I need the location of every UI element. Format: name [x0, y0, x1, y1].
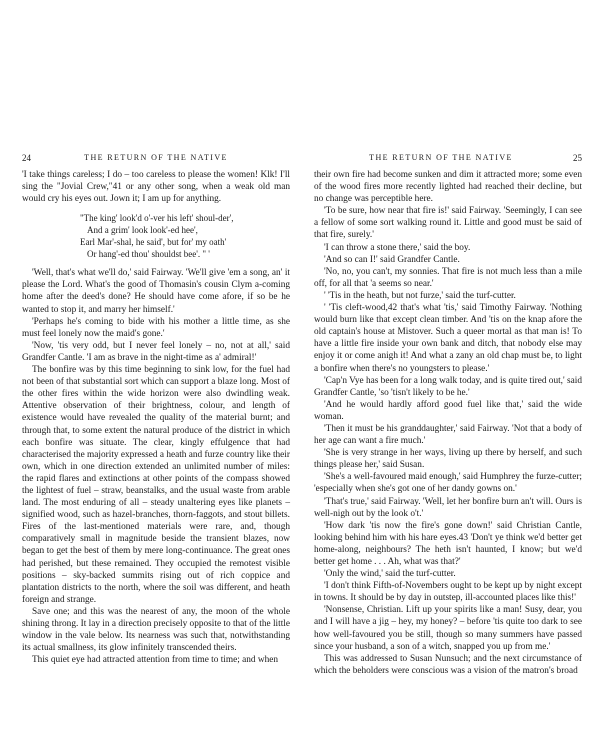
- running-head: [22, 153, 290, 166]
- paragraph: 'How dark 'tis now the fire's gone down!' said Christian Cantle, looking behind him with his hare eyes.43 'Don't ye think we'd better get home-along, neighbours? The heth isn't haunted, I know; but we'd better get home . . . Ah, what was that?': [314, 520, 582, 567]
- paragraph: 'I can throw a stone there,' said the boy.: [324, 242, 471, 253]
- verse-line: Earl Mar'-shal, he said', but for' my oath': [80, 237, 227, 248]
- right-page-text: [314, 169, 582, 677]
- paragraph: 'No, no, you can't, my sonnies. That fire is not much less than a mile off, for all that 'a seems so near.': [314, 266, 582, 289]
- paragraph: This was addressed to Susan Nunsuch; and the next circumstance of which the beholders were conscious was a vision of the matron's broad: [314, 653, 582, 676]
- running-head: [314, 153, 582, 166]
- paragraph: their own fire had become sunken and dim it attracted more; some even of the wood fires more recently lighted had reached their decline, but no change was perceptible here.: [314, 170, 582, 205]
- left-page: [22, 153, 290, 666]
- paragraph: The bonfire was by this time beginning to sink low, for the fuel had not been of that substantial sort which can support a blaze long. Most of the other fires within the wide horizon were also dwindling weak. Attentive observation of their brightness, colour, and length of existence would have revealed the quality of the material burnt; and through that, to some extent the natural produce of the district in which each bonfire was situate. The clear, kingly effulgence that had characterised the majority expressed a heath and furze country like their own, which in one direction extended an unlimited number of miles: the rapid flares and extinctions at other points of the compass showed the lightest of fuel – straw, beanstalks, and the usual waste from arable land. The most enduring of all – steady unaltering eyes like planets – signified wood, such as hazel-branches, thorn-faggots, and stout billets. Fires of the last-mentioned materials were rare, and, though comparatively small in magnitude beside the transient blazes, now began to get the best of them by mere long-continuance. The great ones had perished, but these remained. They occupied the remotest visible positions – sky-backed summits rising out of rich coppice and plantation districts to the north, where the soil was different, and heath foreign and strange.: [22, 365, 291, 605]
- paragraph: 'Now, 'tis very odd, but I never feel lonely – no, not at all,' said Grandfer Cantle. 'I am as brave in the night-time as a' admiral!': [22, 340, 290, 363]
- page-number: 25: [573, 153, 582, 163]
- verse-line: And a grim' look look'-ed hee',: [87, 225, 198, 236]
- paragraph: 'Perhaps he's coming to bide with his mother a little time, as she must feel lonely now the maid's gone.': [22, 316, 290, 339]
- paragraph: 'Well, that's what we'll do,' said Fairway. 'We'll give 'em a song, an' it please the Lord. What's the good of Thomasin's cousin Clym a-coming home after the deed's done? He should have come afore, if so be he wanted to stop it, and marry her himself.': [22, 268, 290, 315]
- paragraph: 'To be sure, how near that fire is!' said Fairway. 'Seemingly, I can see a fellow of some sort walking round it. Little and good must be said of that fire, surely.': [314, 206, 582, 241]
- left-page-text: [22, 169, 290, 666]
- right-page: [314, 153, 582, 677]
- paragraph: This quiet eye had attracted attention from time to time; and when: [32, 655, 279, 666]
- paragraph: ' 'Tis in the heath, but not furze,' said the turf-cutter.: [324, 290, 516, 301]
- paragraph: 'Nonsense, Christian. Lift up your spirits like a man! Susy, dear, you and I will have a jig – hey, my honey? – before 'tis quite too dark to see how well-favoured you be still, though so many summers have passed since your husband, a son of a witch, snapped you up from me.': [314, 605, 582, 652]
- paragraph: 'She is very strange in her ways, living up there by herself, and such things please her,' said Susan.: [314, 448, 582, 471]
- verse-line: Or hang'-ed thou' shouldst bee'. " ': [87, 249, 210, 260]
- paragraph: 'Then it must be his granddaughter,' said Fairway. 'Not that a body of her age can want a fire much.': [314, 423, 582, 447]
- paragraph: 'That's true,' said Fairway. 'Well, let her bonfire burn an't will. Ours is well-nigh out by the look o't.': [314, 496, 582, 519]
- paragraph: 'I don't think Fifth-of-Novembers ought to be kept up by night except in towns. It should be by day in outstep, ill-accounted places like this!': [314, 581, 582, 604]
- paragraph: 'She's a well-favoured maid enough,' said Humphrey the furze-cutter; 'especially when she's got one of her dandy gowns on.': [314, 472, 582, 495]
- page-number: 24: [22, 153, 31, 163]
- running-head-title: THE RETURN OF THE NATIVE: [369, 153, 513, 162]
- paragraph: 'I take things careless; I do – too careless to please the women! Klk! I'll sing the "Jovial Crew,"41 or any other song, when a weak old man would cry his eyes out. Jown it; I am up for anything.: [22, 170, 290, 205]
- running-head-title: THE RETURN OF THE NATIVE: [84, 153, 228, 162]
- paragraph: 'Only the wind,' said the turf-cutter.: [324, 569, 456, 580]
- verse-line: "The king' look'd o'-ver his left' shoul-der',: [80, 213, 234, 224]
- paragraph: 'Cap'n Vye has been for a long walk today, and is quite tired out,' said Grandfer Cantle, 'so 'tisn't likely to be he.': [314, 375, 582, 398]
- paragraph: 'And he would hardly afford good fuel like that,' said the wide woman.: [314, 399, 582, 422]
- paragraph: ' 'Tis cleft-wood,42 that's what 'tis,' said Timothy Fairway. 'Nothing would burn like that except clean timber. And 'tis on the knap afore the old captain's house at Mistover. Such a queer mortal as that man is! To have a little fire inside your own bank and ditch, that nobody else may enjoy it or come anigh it! And what a zany an old chap must be, to light a bonfire when there's no youngsters to please.': [314, 303, 582, 374]
- paragraph: Save one; and this was the nearest of any, the moon of the whole shining throng. It lay in a direction precisely opposite to that of the little window in the vale below. Its nearness was such that, notwithstanding its actual smallness, its glow infinitely transcended theirs.: [22, 606, 291, 654]
- paragraph: 'And so can I!' said Grandfer Cantle.: [324, 254, 460, 265]
- verse-block: [80, 212, 290, 260]
